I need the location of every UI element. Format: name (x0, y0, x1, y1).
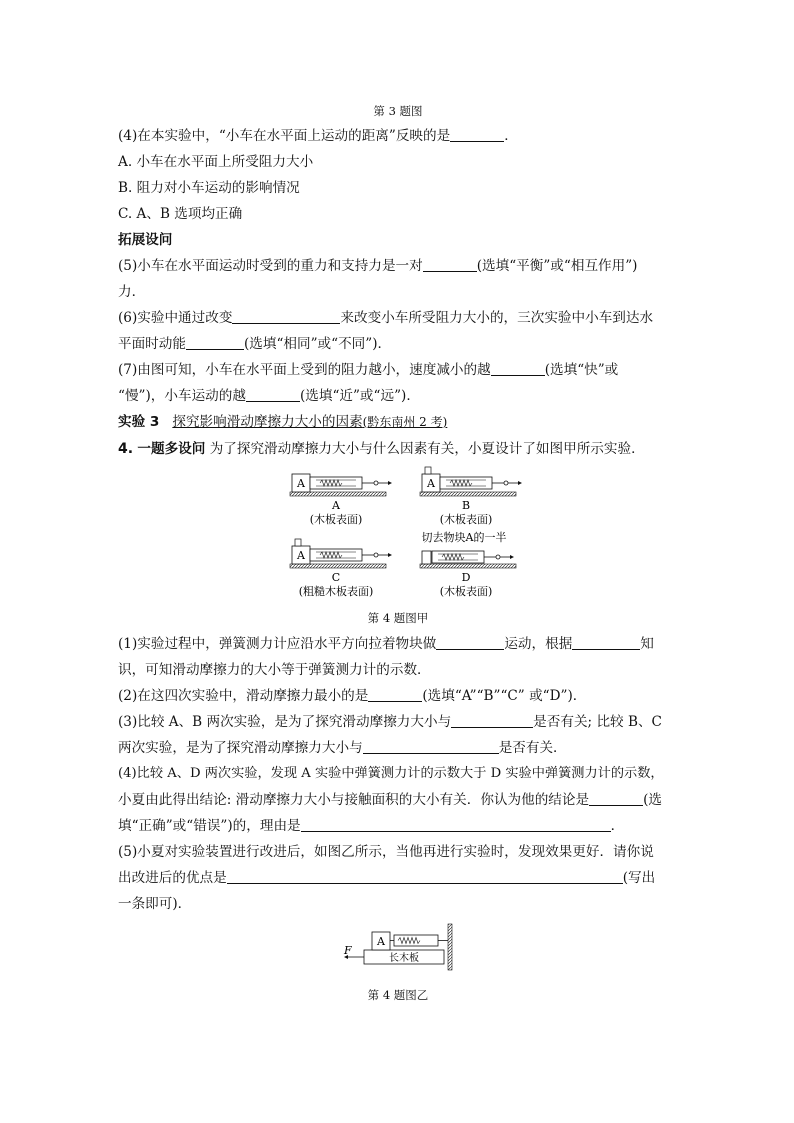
question-5: (5)小车在水平面运动时受到的重力和支持力是一对 (选填“平衡”或“相互作用”) (118, 258, 638, 274)
answer-blank[interactable] (451, 713, 533, 728)
panel-a-surface: (木板表面) (309, 513, 363, 526)
panel-c (290, 539, 392, 598)
panel-d-surface: (木板表面) (439, 585, 493, 598)
panel-d-id: D (461, 571, 471, 584)
sub-question-4-reason: 填“正确”或“错误”)的，理由是 ． (118, 818, 625, 834)
block-a-label: A (297, 477, 305, 490)
question-4-4: (4)在本实验中，“小车在水平面上运动的距离”反映的是 ． (118, 128, 518, 144)
panel-b (420, 467, 522, 526)
question-4-intro: 4. 一题多设问 为了探究滑动摩擦力大小与什么因素有关，小夏设计了如图甲所示实验． (118, 441, 645, 457)
long-board-label: 长木板 (389, 953, 419, 964)
fig4b-caption: 第 4 题图乙 (367, 988, 429, 1002)
sub-question-2: (2)在这四次实验中，滑动摩擦力最小的是 (选填“A”“B”“C” 或“D”)． (118, 688, 587, 704)
block-label: A (377, 935, 385, 948)
panel-b-surface: (木板表面) (439, 513, 493, 526)
question-6-cont: 平面时动能 (选填“相同”或“不同”)． (118, 336, 392, 352)
panel-c-surface: (粗糙木板表面) (298, 585, 374, 598)
sub-question-3: (3)比较 A、B 两次实验，是为了探究滑动摩擦力大小与 是否有关; 比较 B、C (118, 714, 662, 730)
panel-d-note: 切去物块A的一半 (421, 531, 507, 544)
figure-4b (340, 922, 460, 972)
sub-question-5-cont: 出改进后的优点是 (写出 (118, 870, 656, 886)
block-c-label: A (297, 549, 305, 562)
answer-blank[interactable] (491, 361, 545, 376)
fig3-caption: 第 3 题图 (373, 104, 423, 118)
answer-blank[interactable] (232, 309, 340, 324)
sub-question-4: (4)比较 A、D 两次实验，发现 A 实验中弹簧测力计的示数大于 D 实验中弹簧测力计的示数， (118, 766, 664, 781)
answer-blank[interactable] (246, 387, 300, 402)
panel-a-id: A (332, 499, 340, 512)
answer-blank[interactable] (436, 635, 504, 650)
answer-blank[interactable] (301, 817, 611, 832)
question-7: (7)由图可知，小车在水平面上受到的阻力越小，速度减小的越 (选填“快”或 (118, 362, 619, 378)
option-a: A. 小车在水平面上所受阻力大小 (118, 154, 314, 170)
panel-a (290, 474, 392, 526)
question-5-cont: 力． (118, 284, 146, 300)
sub-question-5-end: 一条即可)． (118, 896, 192, 912)
fig4a-caption: 第 4 题图甲 (367, 611, 429, 625)
answer-blank[interactable] (572, 635, 640, 650)
sub-question-4-cont: 小夏由此得出结论: 滑动摩擦力大小与接触面积的大小有关．你认为他的结论是 (选 (118, 792, 662, 808)
figure-4a (286, 466, 526, 606)
question-6: (6)实验中通过改变 来改变小车所受阻力大小的，三次实验中小车到达水 (118, 310, 654, 326)
answer-blank[interactable] (589, 791, 643, 806)
panel-b-id: B (461, 499, 471, 512)
answer-blank[interactable] (368, 687, 422, 702)
answer-blank[interactable] (423, 257, 477, 272)
option-b: B. 阻力对小车运动的影响情况 (118, 180, 300, 196)
sub-question-1: (1)实验过程中，弹簧测力计应沿水平方向拉着物块做 运动，根据 知 (118, 636, 654, 652)
answer-blank[interactable] (227, 869, 623, 884)
option-c: C. A、B 选项均正确 (118, 206, 243, 222)
experiment-3-heading: 实验 3 探究影响滑动摩擦力大小的因素(黔东南州 2 考) (118, 414, 448, 430)
panel-c-id: C (331, 571, 341, 584)
extension-heading: 拓展设问 (118, 232, 173, 248)
block-b-label: A (427, 477, 435, 490)
answer-blank[interactable] (450, 127, 504, 142)
panel-d (420, 530, 516, 598)
sub-question-3-cont: 两次实验，是为了探究滑动摩擦力大小与 是否有关． (118, 740, 567, 756)
answer-blank[interactable] (363, 739, 499, 754)
answer-blank[interactable] (186, 335, 244, 350)
sub-question-1-cont: 识，可知滑动摩擦力的大小等于弹簧测力计的示数． (118, 662, 431, 678)
force-f-label: F (344, 944, 352, 957)
question-7-cont: “慢”)，小车运动的越 (选填“近”或“远”)． (118, 388, 420, 404)
sub-question-5: (5)小夏对实验装置进行改进后，如图乙所示，当他再进行实验时，发现效果更好．请你说 (118, 844, 654, 860)
